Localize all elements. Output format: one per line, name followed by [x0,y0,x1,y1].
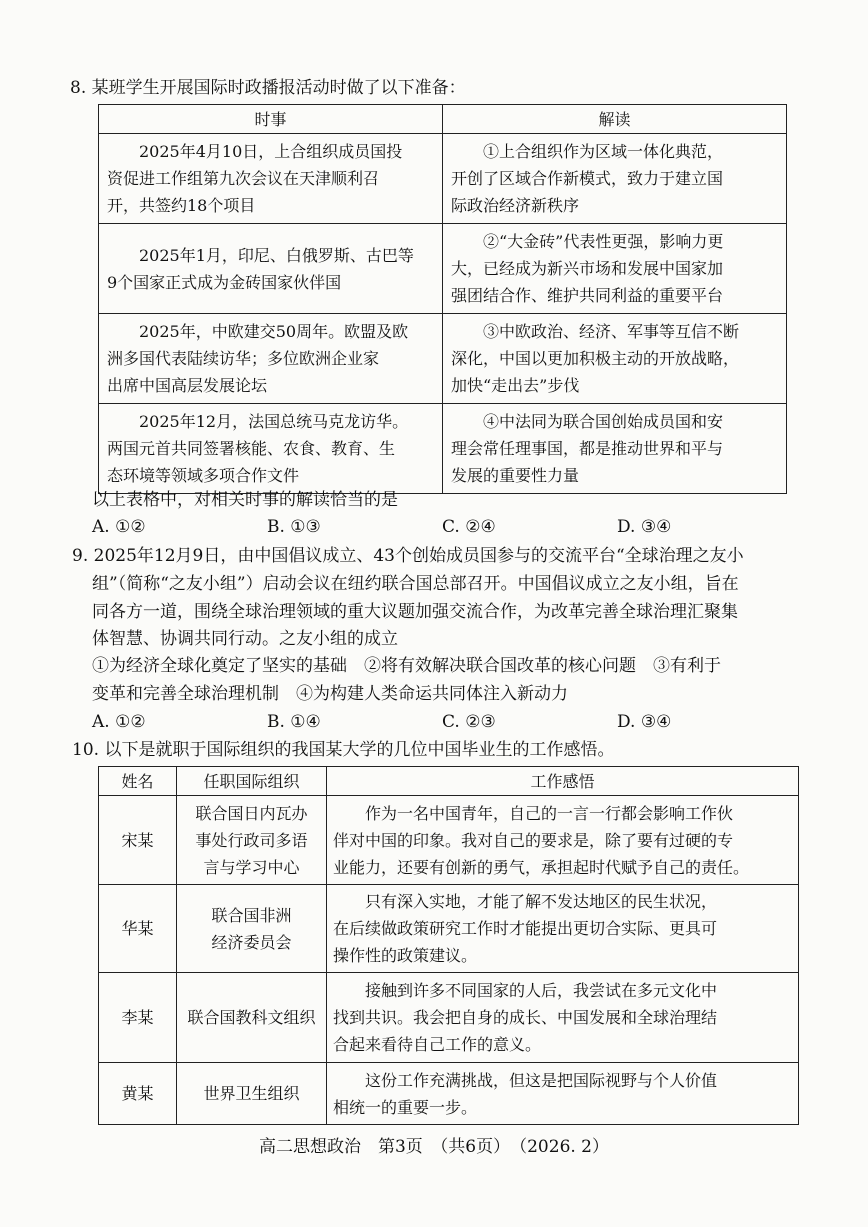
q8-event-cell: 2025年，中欧建交50周年。欧盟及欧 洲多国代表陆续访华；多位欧洲企业家 出席中国高层发展论坛 [99,314,443,404]
q10-name-cell: 黄某 [99,1063,177,1125]
q8-interpretation-cell: ④中法同为联合国创始成员国和安 理会常任理事国，都是推动世界和平与 发展的重要性力量 [443,404,787,494]
q8-interpretation-cell: ②“大金砖”代表性更强，影响力更 大，已经成为新兴市场和发展中国家加 强团结合作、维护共同利益的重要平台 [443,224,787,314]
q9-statements-line: ①为经济全球化奠定了坚实的基础 ②将有效解决联合国改革的核心问题 ③有利于 [92,656,721,676]
q10-header-organization: 任职国际组织 [177,767,327,796]
table-row [99,973,799,1063]
q9-stem-line: 体智慧、协调共同行动。之友小组的成立 [92,629,398,649]
option-c[interactable]: C. ②④ [442,517,496,537]
q8-table-header [99,105,787,134]
q10-organization-cell: 联合国教科文组织 [177,973,327,1063]
option-a[interactable]: A. ①② [92,712,146,732]
q8-header-interpretation: 解读 [443,105,787,134]
option-d[interactable]: D. ③④ [617,712,672,732]
q10-table [98,766,799,1125]
option-d[interactable]: D. ③④ [617,517,672,537]
q10-organization-cell: 联合国日内瓦办 事处行政司多语 言与学习中心 [177,796,327,885]
q9-stem-line: 9. 2025年12月9日，由中国倡议成立、43个创始成员国参与的交流平台“全球治理之友小 [72,546,744,566]
option-c[interactable]: C. ②③ [442,712,496,732]
q8-table [98,104,787,494]
table-row [99,796,799,885]
page-footer: 高二思想政治 第3页 （共6页） （2026. 2） [258,1137,610,1157]
q10-name-cell: 华某 [99,885,177,973]
table-row [99,1063,799,1125]
q9-options [92,709,792,735]
q10-stem: 10. 以下是就职于国际组织的我国某大学的几位中国毕业生的工作感悟。 [72,740,615,760]
q9-stem-line: 组”（简称“之友小组”）启动会议在纽约联合国总部召开。中国倡议成立之友小组，旨在 [92,574,739,594]
q10-table-header [99,767,799,796]
table-row [99,885,799,973]
q10-header-name: 姓名 [99,767,177,796]
table-row [99,314,787,404]
option-b[interactable]: B. ①④ [267,712,321,732]
q8-event-cell: 2025年12月，法国总统马克龙访华。 两国元首共同签署核能、农食、教育、生 态环境等领域多项合作文件 [99,404,443,494]
option-a[interactable]: A. ①② [92,517,146,537]
q8-header-events: 时事 [99,105,443,134]
q8-interpretation-cell: ③中欧政治、经济、军事等互信不断 深化，中国以更加积极主动的开放战略， 加快“走出去”步伐 [443,314,787,404]
q10-name-cell: 李某 [99,973,177,1063]
q8-event-cell: 2025年1月，印尼、白俄罗斯、古巴等 9个国家正式成为金砖国家伙伴国 [99,224,443,314]
q10-organization-cell: 联合国非洲 经济委员会 [177,885,327,973]
q8-question: 以上表格中，对相关时事的解读恰当的是 [92,490,398,510]
q10-organization-cell: 世界卫生组织 [177,1063,327,1125]
table-row [99,224,787,314]
q10-header-reflection: 工作感悟 [327,767,799,796]
q9-statements-line: 变革和完善全球治理机制 ④为构建人类命运共同体注入新动力 [92,684,568,704]
q8-interpretation-cell: ①上合组织作为区域一体化典范， 开创了区域合作新模式，致力于建立国 际政治经济新秩序 [443,134,787,224]
q8-stem: 8. 某班学生开展国际时政播报活动时做了以下准备： [70,78,466,98]
q10-reflection-cell: 作为一名中国青年，自己的一言一行都会影响工作伙 伴对中国的印象。我对自己的要求是，除了要有过硬的专 业能力，还要有创新的勇气，承担起时代赋予自己的责任。 [327,796,799,885]
q10-reflection-cell: 这份工作充满挑战，但这是把国际视野与个人价值 相统一的重要一步。 [327,1063,799,1125]
q8-event-cell: 2025年4月10日，上合组织成员国投 资促进工作组第九次会议在天津顺利召 开，共签约18个项目 [99,134,443,224]
q10-reflection-cell: 接触到许多不同国家的人后，我尝试在多元文化中 找到共识。我会把自身的成长、中国发展和全球治理结 合起来看待自己工作的意义。 [327,973,799,1063]
table-row [99,404,787,494]
q8-options [92,514,792,540]
option-b[interactable]: B. ①③ [267,517,321,537]
q10-reflection-cell: 只有深入实地，才能了解不发达地区的民生状况， 在后续做政策研究工作时才能提出更切合实际、更具可 操作性的政策建议。 [327,885,799,973]
q10-name-cell: 宋某 [99,796,177,885]
table-row [99,134,787,224]
q9-stem-line: 同各方一道，围绕全球治理领域的重大议题加强交流合作，为改革完善全球治理汇聚集 [92,602,738,622]
